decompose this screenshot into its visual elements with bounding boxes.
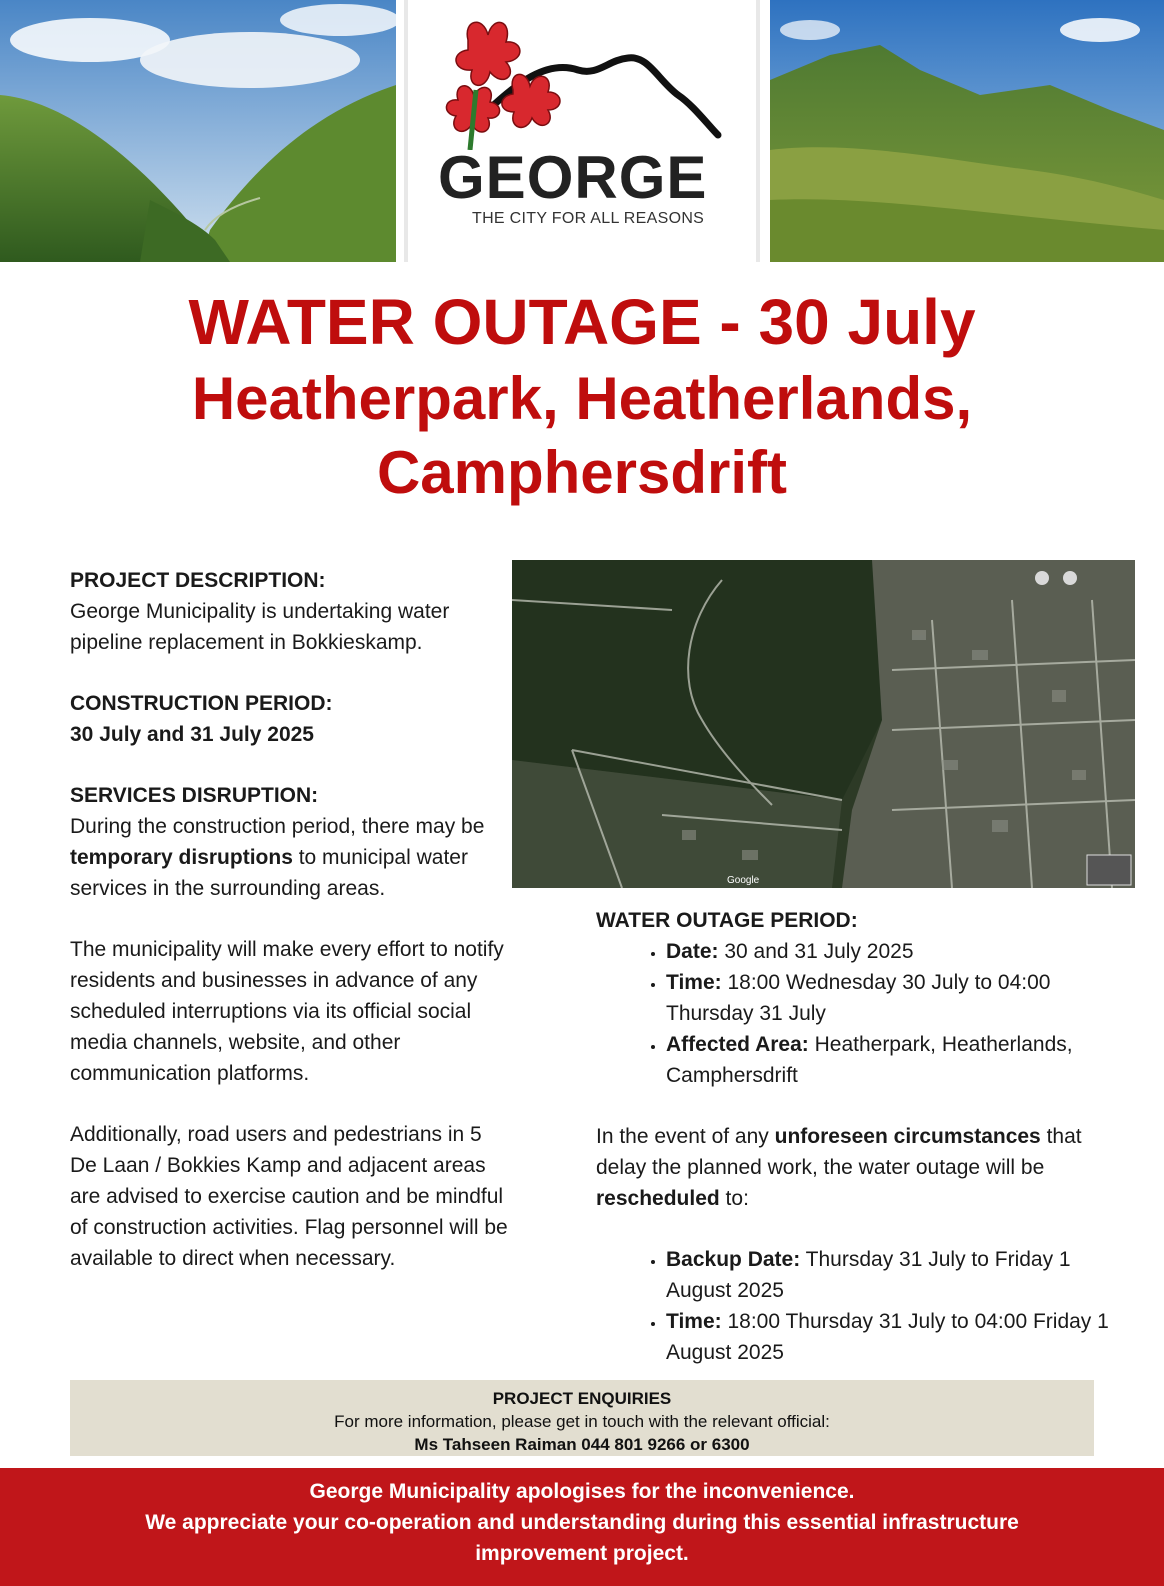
project-enquiries-box [70,1380,1094,1456]
mountain-photo-right [770,0,1164,262]
road-users-paragraph: Additionally, road users and pedestrians in 5 De Laan / Bokkies Kamp and adjacent areas are advised to exercise caution and be mindful of construction activities. Flag personnel will be available to direct when necessary. [70,1123,508,1270]
flower-mountain-icon [408,0,756,150]
services-disruption-text [70,811,510,904]
project-description-heading: PROJECT DESCRIPTION: [70,569,326,592]
services-text-part: During the construction period, there may be [70,815,485,838]
list-item-value: 30 and 31 July 2025 [718,940,914,963]
reschedule-text-bold: rescheduled [596,1187,720,1210]
header-banner [0,0,1164,262]
project-description-text: George Municipality is undertaking water pipeline replacement in Bokkieskamp. [70,600,450,654]
list-item-label: Date: [666,940,719,963]
list-item-date [666,936,1116,967]
apology-footer [0,1468,1164,1586]
enquiries-text: For more information, please get in touch with the relevant official: [334,1412,830,1431]
reschedule-text-part: that delay the planned work, the water outage will be [596,1125,1082,1179]
services-text-part: to municipal water services in the surrounding areas. [70,846,468,900]
outage-period-list [596,936,1116,1091]
george-logo [404,0,760,262]
headline-areas-line2: Camphersdrift [376,439,788,506]
right-column [596,905,1116,1398]
headline-title: WATER OUTAGE - 30 July [188,286,976,358]
notify-paragraph: The municipality will make every effort to notify residents and businesses in advance of any scheduled interruptions via its official social media channels, website, and other communication platforms. [70,938,504,1085]
headline [40,282,1124,510]
list-item-label: Backup Date: [666,1248,801,1271]
list-item-backup-date [666,1244,1116,1306]
list-item-affected-area [666,1029,1116,1091]
construction-period-heading: CONSTRUCTION PERIOD: [70,692,333,715]
list-item-time [666,967,1116,1029]
list-item-backup-time [666,1306,1116,1368]
list-item-value: 18:00 Thursday 31 July to 04:00 Friday 1 August 2025 [666,1310,1109,1364]
services-disruption-heading: SERVICES DISRUPTION: [70,784,319,807]
mountain-photo-left [0,0,396,262]
enquiries-contact: Ms Tahseen Raiman 044 801 9266 or 6300 [414,1435,750,1454]
headline-areas-line1: Heatherpark, Heatherlands, [191,365,973,432]
list-item-value: Heatherpark, Heatherlands, Camphersdrift [666,1033,1073,1087]
footer-line2: We appreciate your co-operation and understanding during this essential infrastructure improvement project. [145,1511,1019,1565]
reschedule-text-part: In the event of any [596,1125,775,1148]
construction-period-text: 30 July and 31 July 2025 [70,723,314,746]
list-item-label: Affected Area: [666,1033,809,1056]
list-item-value: 18:00 Wednesday 30 July to 04:00 Thursday 31 July [666,971,1051,1025]
reschedule-text-part: to: [719,1187,749,1210]
left-column [70,565,510,1304]
reschedule-paragraph [596,1121,1116,1214]
reschedule-text-bold: unforeseen circumstances [774,1125,1041,1148]
logo-tagline: THE CITY FOR ALL REASONS [472,210,705,227]
list-item-label: Time: [666,1310,722,1333]
footer-line1: George Municipality apologises for the inconvenience. [309,1480,855,1503]
backup-list [596,1244,1116,1368]
list-item-label: Time: [666,971,722,994]
enquiries-heading: PROJECT ENQUIRIES [492,1389,672,1408]
logo-word: GEORGE [438,144,708,211]
outage-period-heading: WATER OUTAGE PERIOD: [596,909,858,932]
list-item-value: Thursday 31 July to Friday 1 August 2025 [666,1248,1071,1302]
services-text-bold: temporary disruptions [70,846,293,869]
map-watermark: Google [727,875,760,886]
satellite-map [512,560,1135,888]
